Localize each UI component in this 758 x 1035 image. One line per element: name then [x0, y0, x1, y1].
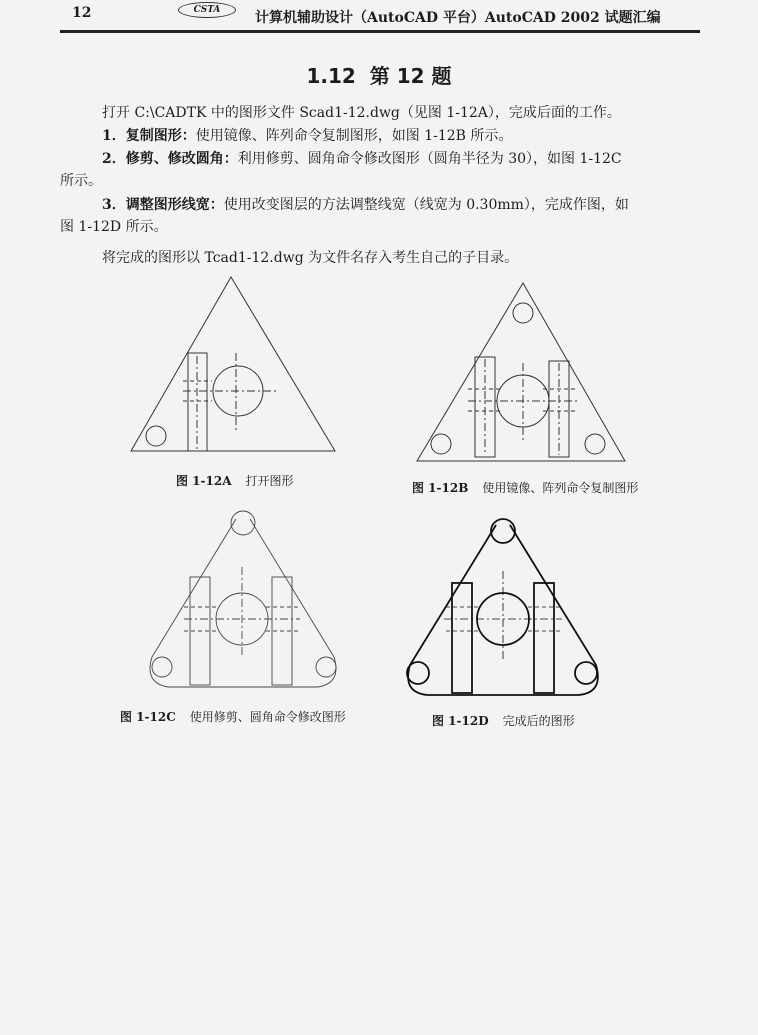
- step-1-label: 1．复制图形：: [102, 128, 196, 144]
- figure-1-12c-caption: [120, 708, 346, 725]
- section-title: 第 12 题: [369, 64, 452, 88]
- figure-1-12a-label: 图 1-12A: [176, 474, 232, 488]
- figure-1-12d-label: 图 1-12D: [432, 714, 489, 728]
- step-2-text: 利用修剪、圆角命令修改图形（圆角半径为 30），如图 1-12C: [237, 151, 622, 167]
- step-2: [102, 148, 622, 170]
- step-1: [102, 125, 512, 147]
- figure-1-12c-drawing: [140, 507, 346, 691]
- publisher-logo: CSTA: [178, 2, 236, 18]
- step-3-text: 使用改变图层的方法调整线宽（线宽为 0.30mm），完成作图，如: [223, 197, 629, 213]
- figure-1-12a-text: 打开图形: [245, 474, 294, 488]
- figure-1-12b-text: 使用镜像、阵列命令复制图形: [482, 481, 639, 495]
- figure-1-12d-caption: [432, 712, 575, 729]
- step-3: [102, 194, 629, 216]
- closing-paragraph: 将完成的图形以 Tcad1-12.dwg 为文件名存入考生自己的子目录。: [102, 250, 519, 266]
- section-number: 1.12: [306, 64, 356, 88]
- step-2-label: 2．修剪、修改圆角：: [102, 151, 238, 167]
- running-header-title: 计算机辅助设计（AutoCAD 平台）AutoCAD 2002 试题汇编: [255, 10, 661, 26]
- figure-1-12c-label: 图 1-12C: [120, 710, 176, 724]
- page-header: [60, 0, 700, 40]
- step-3-continuation: 图 1-12D 所示。: [60, 219, 168, 235]
- figure-1-12d-drawing: [400, 515, 606, 699]
- figure-1-12b-label: 图 1-12B: [412, 481, 469, 495]
- figure-1-12a-caption: [176, 472, 294, 489]
- step-2-continuation: 所示。: [60, 173, 102, 189]
- figure-1-12b-caption: [412, 479, 638, 496]
- step-1-text: 使用镜像、阵列命令复制图形，如图 1-12B 所示。: [195, 128, 513, 144]
- figure-1-12c-text: 使用修剪、圆角命令修改图形: [189, 710, 346, 724]
- step-3-label: 3．调整图形线宽：: [102, 197, 224, 213]
- header-rule: [60, 30, 700, 33]
- figure-1-12a-drawing: [128, 273, 338, 457]
- section-heading: [0, 60, 758, 89]
- page-number: 12: [72, 5, 92, 21]
- figure-1-12b-drawing: [413, 279, 629, 465]
- figure-1-12d-text: 完成后的图形: [502, 714, 575, 728]
- intro-paragraph: 打开 C:\CADTK 中的图形文件 Scad1-12.dwg（见图 1-12A），完成后面的工作。: [102, 105, 621, 121]
